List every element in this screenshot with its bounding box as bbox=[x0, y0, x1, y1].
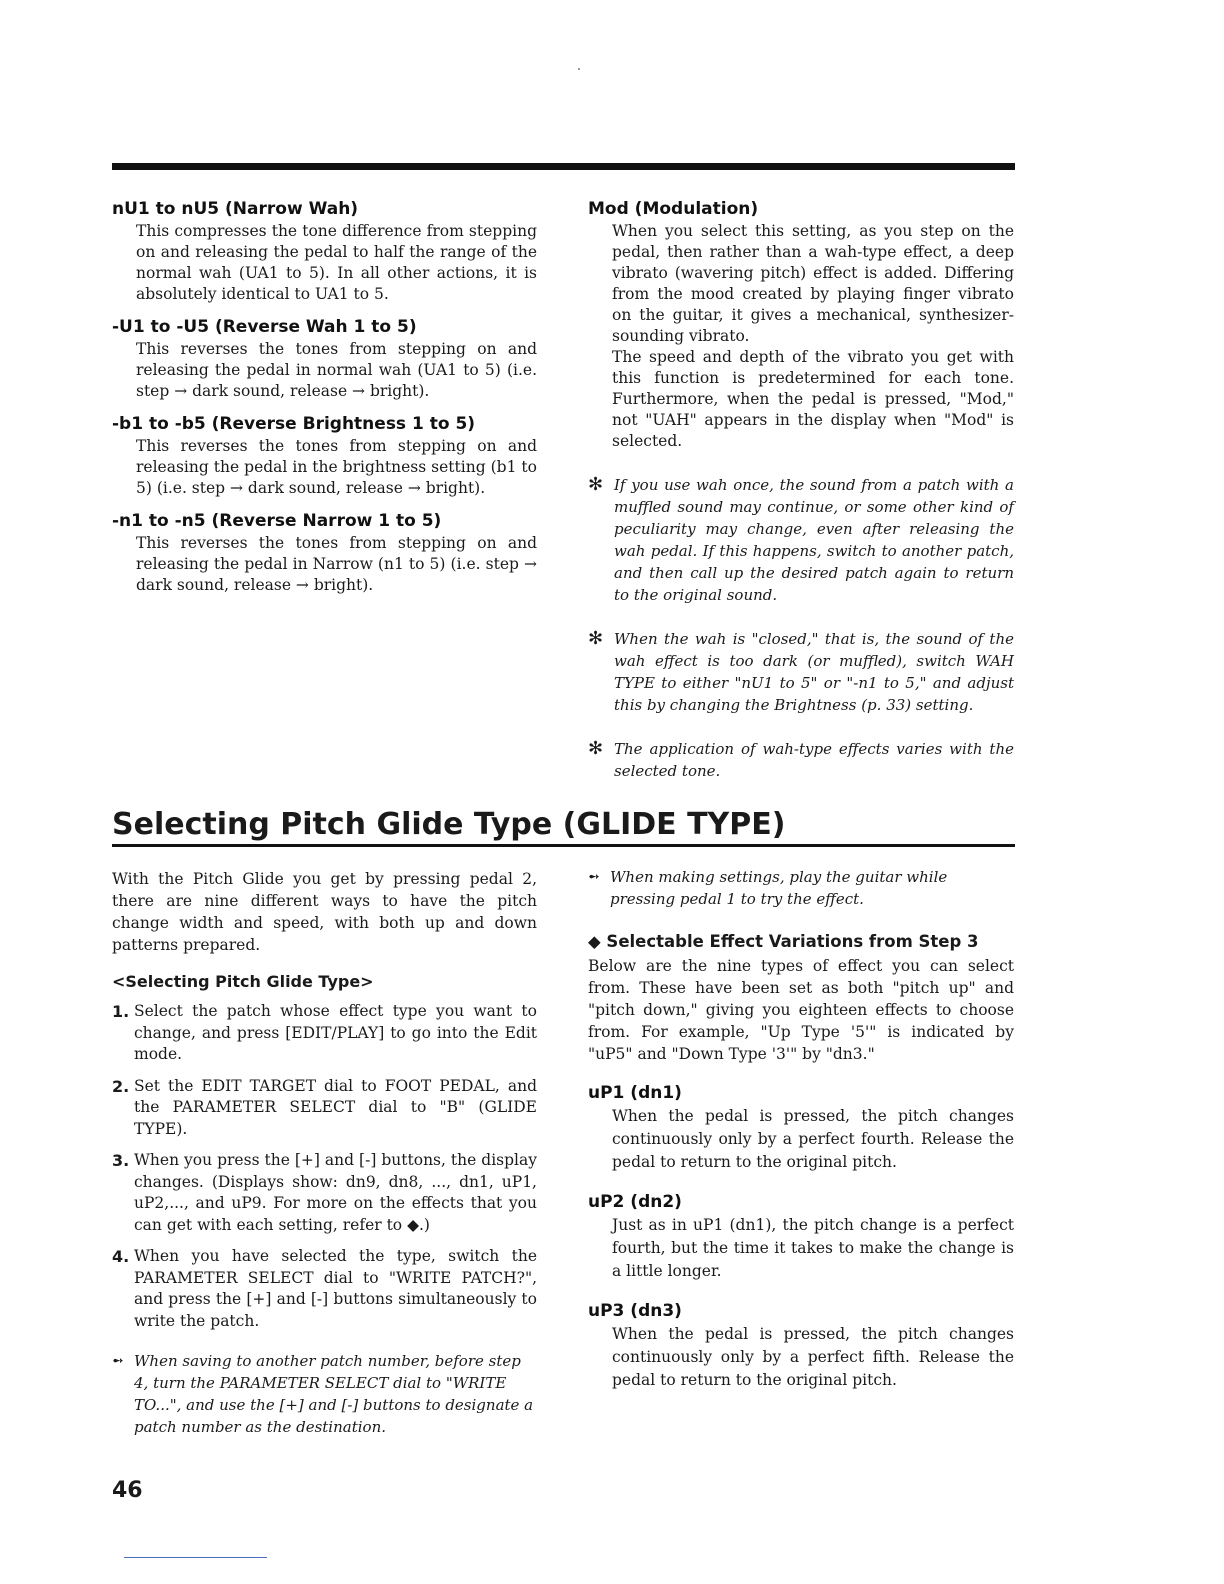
step-text: Select the patch whose effect type you want to change, and press [EDIT/PLAY] to go into the Edit mode. bbox=[134, 1002, 537, 1063]
note-text: When saving to another patch number, before step 4, turn the PARAMETER SELECT dial to "WRITE TO...", and use the [+] and [-] buttons to designate a patch number as the destination. bbox=[134, 1352, 534, 1436]
asterisk-icon: ✻ bbox=[588, 738, 604, 759]
reverse-narrow-block bbox=[112, 511, 537, 596]
arrow-icon: ➻ bbox=[588, 869, 600, 885]
step-number: 2. bbox=[112, 1076, 130, 1096]
narrow-wah-block bbox=[112, 199, 537, 305]
step-number: 3. bbox=[112, 1151, 130, 1170]
variations-intro: Below are the nine types of effect you can select from. These have been set as both "pitch up" and "pitch down," giving you eighteen effects to choose from. For example, "Up Type '5'" is indicated by "uP5" and "Down Type '3'" by "dn3." bbox=[588, 957, 1014, 1063]
variations-heading: ◆ Selectable Effect Variations from Step 3 bbox=[588, 932, 979, 951]
steps-heading: <Selecting Pitch Glide Type> bbox=[112, 972, 374, 991]
step-item bbox=[112, 1150, 537, 1236]
section-title: Selecting Pitch Glide Type (GLIDE TYPE) bbox=[112, 806, 1015, 847]
step-text: When you have selected the type, switch the PARAMETER SELECT dial to "WRITE PATCH?", and press the [+] and [-] buttons simultaneously to write the patch. bbox=[134, 1247, 537, 1330]
step-number: 1. bbox=[112, 1002, 130, 1021]
type-body: When the pedal is pressed, the pitch changes continuously only by a perfect fifth. Release the pedal to return to the original pitch. bbox=[612, 1325, 1014, 1389]
type-body: Just as in uP1 (dn1), the pitch change is a perfect fourth, but the time it takes to make the change is a little longer. bbox=[612, 1216, 1014, 1280]
note-text: If you use wah once, the sound from a patch with a muffled sound may continue, or some other kind of peculiarity may change, even after releasing the wah pedal. If this happens, switch to another patch, and then call up the desired patch again to return to the original sound. bbox=[614, 476, 1014, 604]
item-heading: nU1 to nU5 (Narrow Wah) bbox=[112, 199, 359, 219]
step-item bbox=[112, 1001, 537, 1066]
note-text: When making settings, play the guitar while pressing pedal 1 to try the effect. bbox=[610, 868, 948, 908]
arrow-icon: ➻ bbox=[112, 1353, 124, 1369]
left-top-column bbox=[112, 199, 537, 608]
left-bottom-column bbox=[112, 868, 537, 1438]
note-wah-muffled bbox=[588, 474, 1014, 606]
scan-speck bbox=[578, 68, 580, 70]
mod-heading: Mod (Modulation) bbox=[588, 199, 759, 219]
asterisk-icon: ✻ bbox=[588, 474, 604, 495]
try-effect-note bbox=[588, 866, 1014, 910]
mod-body bbox=[612, 221, 1014, 452]
type-block bbox=[588, 1192, 1014, 1283]
item-heading: -n1 to -n5 (Reverse Narrow 1 to 5) bbox=[112, 511, 442, 531]
item-heading: -b1 to -b5 (Reverse Brightness 1 to 5) bbox=[112, 414, 476, 434]
save-note bbox=[112, 1350, 537, 1438]
mod-para-2: The speed and depth of the vibrato you get with this function is predetermined for each tone. Furthermore, when the pedal is pressed, "Mod," not "UAH" appears in the display when "Mod" is selected. bbox=[612, 348, 1014, 450]
step-text: Set the EDIT TARGET dial to FOOT PEDAL, and the PARAMETER SELECT dial to "B" (GLIDE TYPE). bbox=[134, 1076, 537, 1138]
steps-list bbox=[112, 1001, 537, 1332]
step-item bbox=[112, 1246, 537, 1332]
reverse-wah-block bbox=[112, 317, 537, 402]
right-top-column bbox=[588, 199, 1014, 804]
footer-rule bbox=[124, 1557, 267, 1558]
page-number: 46 bbox=[112, 1478, 143, 1503]
step-number: 4. bbox=[112, 1247, 130, 1266]
note-text: The application of wah-type effects varies with the selected tone. bbox=[614, 740, 1014, 780]
item-body: This compresses the tone difference from stepping on and releasing the pedal to half the range of the normal wah (UA1 to 5). In all other actions, it is absolutely identical to UA1 to 5. bbox=[136, 222, 537, 303]
type-heading: uP2 (dn2) bbox=[588, 1192, 682, 1212]
top-rule bbox=[112, 163, 1015, 170]
right-bottom-column bbox=[588, 866, 1014, 1404]
item-body: This reverses the tones from stepping on and releasing the pedal in Narrow (n1 to 5) (i.e. step → dark sound, release → bright). bbox=[136, 534, 537, 594]
item-heading: -U1 to -U5 (Reverse Wah 1 to 5) bbox=[112, 317, 417, 337]
intro-paragraph: With the Pitch Glide you get by pressing pedal 2, there are nine different ways to have the pitch change width and speed, with both up and down patterns prepared. bbox=[112, 870, 537, 954]
reverse-brightness-block bbox=[112, 414, 537, 499]
item-body: This reverses the tones from stepping on and releasing the pedal in the brightness setting (b1 to 5) (i.e. step → dark sound, release → bright). bbox=[136, 437, 537, 497]
note-wah-closed bbox=[588, 628, 1014, 716]
note-wah-application bbox=[588, 738, 1014, 782]
asterisk-icon: ✻ bbox=[588, 628, 604, 649]
type-heading: uP1 (dn1) bbox=[588, 1083, 682, 1103]
type-block bbox=[588, 1083, 1014, 1174]
mod-para-1: When you select this setting, as you step on the pedal, then rather than a wah-type effect, a deep vibrato (wavering pitch) effect is added. Differing from the mood created by playing finger vibrato on the guitar, it gives a mechanical, synthesizer-sounding vibrato. bbox=[612, 222, 1014, 345]
type-body: When the pedal is pressed, the pitch changes continuously only by a perfect fourth. Release the pedal to return to the original pitch. bbox=[612, 1107, 1014, 1171]
note-text: When the wah is "closed," that is, the sound of the wah effect is too dark (or muffled), switch WAH TYPE to either "nU1 to 5" or "-n1 to 5," and adjust this by changing the Brightness (p. 33) setting. bbox=[614, 630, 1014, 714]
step-item bbox=[112, 1076, 537, 1141]
item-body: This reverses the tones from stepping on and releasing the pedal in normal wah (UA1 to 5) (i.e. step → dark sound, release → bright). bbox=[136, 340, 537, 400]
type-block bbox=[588, 1301, 1014, 1392]
step-text: When you press the [+] and [-] buttons, the display changes. (Displays show: dn9, dn8, ..., dn1, uP1, uP2,..., and uP9. For more on the effects that you can get with each setting, refer to ◆.) bbox=[134, 1151, 537, 1234]
type-heading: uP3 (dn3) bbox=[588, 1301, 682, 1321]
